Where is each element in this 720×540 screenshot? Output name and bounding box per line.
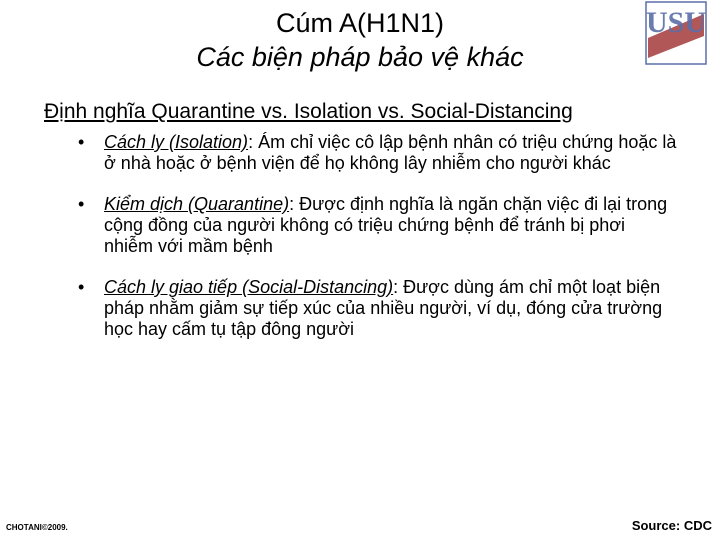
copyright-footer: CHOTANI©2009. [6,523,68,532]
bullet-icon: • [78,132,85,152]
list-item [78,277,678,340]
slide-subtitle: Các biện pháp bảo vệ khác [196,42,524,72]
slide-title: Cúm A(H1N1) [275,8,445,38]
logo-letters: USU [645,6,707,39]
bullet-icon: • [78,194,85,214]
list-item [78,132,678,174]
section-heading: Định nghĩa Quarantine vs. Isolation vs. Social-Distancing [44,100,573,123]
bullet-term: Cách ly giao tiếp (Social-Distancing) [104,277,394,297]
bullet-text: : Được dùng ám chỉ một loạt biện pháp nhằm giảm sự tiếp xúc của nhiều người, ví dụ, đóng cửa trường học hay cấm tụ tập đông người [104,277,663,339]
bullet-icon: • [78,277,85,297]
list-item [78,194,678,257]
university-logo [642,0,710,66]
bullet-term: Cách ly (Isolation) [104,132,249,152]
bullet-term: Kiểm dịch (Quarantine) [104,194,290,214]
source-footer: Source: CDC [631,518,712,533]
bullet-text: : Được định nghĩa là ngăn chặn việc đi lại trong cộng đồng của người không có triệu chứng bệnh để tránh bị phơi nhiễm với mầm bệnh [104,194,668,256]
bullet-list [78,132,678,360]
bullet-text: : Ám chỉ việc cô lập bệnh nhân có triệu chứng hoặc là ở nhà hoặc ở bệnh viện để họ không lây nhiễm cho người khác [104,132,677,173]
